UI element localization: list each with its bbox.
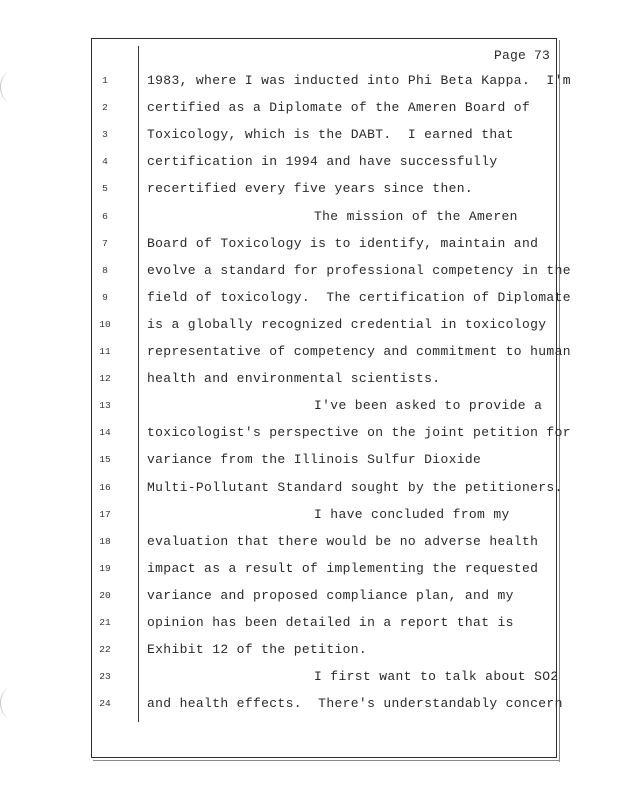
- line-number: 18: [99, 535, 111, 547]
- transcript-line: [0, 615, 618, 635]
- transcript-line: [0, 263, 618, 283]
- line-text: variance from the Illinois Sulfur Dioxide: [147, 452, 482, 468]
- line-number: 16: [99, 481, 111, 493]
- line-text: certified as a Diplomate of the Ameren Board of: [147, 100, 531, 116]
- page-number: Page 73: [494, 48, 551, 63]
- transcript-line: [0, 371, 618, 391]
- line-number: 11: [99, 346, 111, 357]
- transcript-line: [0, 588, 618, 608]
- line-text: Multi-Pollutant Standard sought by the petitioners.: [147, 479, 563, 495]
- line-text: Toxicology, which is the DABT. I earned that: [147, 127, 514, 143]
- line-text: toxicologist's perspective on the joint petition for: [147, 425, 571, 441]
- line-text: health and environmental scientists.: [147, 371, 441, 387]
- transcript-line: [0, 236, 618, 256]
- transcript-line: [0, 398, 618, 418]
- line-number: 21: [99, 617, 111, 628]
- line-number: 12: [99, 373, 111, 385]
- line-number: 23: [99, 671, 111, 683]
- line-number: 5: [102, 183, 108, 195]
- line-text: is a globally recognized credential in toxicology: [147, 316, 547, 332]
- line-number: 13: [99, 400, 111, 412]
- transcript-line: [0, 561, 618, 581]
- line-text: representative of competency and commitment to human: [147, 344, 571, 359]
- line-number: 1: [102, 75, 108, 86]
- line-number: 3: [102, 129, 108, 141]
- line-text: recertified every five years since then.: [147, 181, 474, 197]
- line-text: field of toxicology. The certification of Diplomate: [147, 289, 571, 305]
- transcript-line: [0, 127, 618, 147]
- transcript-line: [0, 181, 618, 201]
- line-text: 1983, where I was inducted into Phi Beta Kappa. I'm: [147, 73, 571, 88]
- line-text: opinion has been detailed in a report that is: [147, 615, 514, 630]
- line-text: variance and proposed compliance plan, and my: [147, 587, 514, 603]
- line-text: evolve a standard for professional competency in the: [147, 262, 571, 278]
- transcript-line: [0, 100, 618, 120]
- line-number: 2: [102, 102, 108, 114]
- frame-edge-bottom: [93, 760, 560, 761]
- transcript-line: [0, 317, 618, 337]
- line-text: I've been asked to provide a: [314, 398, 543, 414]
- line-text: and health effects. There's understandably concern: [147, 696, 563, 712]
- line-number: 14: [99, 427, 111, 439]
- line-text: I have concluded from my: [314, 506, 510, 522]
- line-number: 19: [99, 562, 111, 574]
- line-number: 6: [102, 210, 108, 222]
- transcript-line: [0, 480, 618, 500]
- line-number: 22: [99, 644, 111, 656]
- transcript-line: [0, 534, 618, 554]
- transcript-line: [0, 73, 618, 93]
- line-number: 9: [102, 291, 108, 303]
- transcript-line: [0, 669, 618, 689]
- line-number: 8: [102, 264, 108, 276]
- line-text: The mission of the Ameren: [314, 208, 518, 224]
- transcript-line: [0, 290, 618, 310]
- line-number: 4: [102, 156, 108, 168]
- line-number: 20: [99, 589, 111, 601]
- line-text: Exhibit 12 of the petition.: [147, 642, 368, 658]
- transcript-line: [0, 642, 618, 662]
- line-number: 24: [99, 698, 111, 710]
- transcript-line: [0, 452, 618, 472]
- line-number: 10: [99, 318, 111, 330]
- transcript-line: [0, 696, 618, 716]
- transcript-line: [0, 209, 618, 229]
- line-number: 17: [99, 508, 111, 520]
- transcript-line: [0, 154, 618, 174]
- line-number: 15: [99, 454, 111, 466]
- transcript-line: [0, 507, 618, 527]
- line-text: I first want to talk about SO2: [314, 669, 559, 685]
- line-text: Board of Toxicology is to identify, maintain and: [147, 235, 539, 251]
- line-number: 7: [102, 237, 108, 249]
- line-text: impact as a result of implementing the requested: [147, 560, 539, 576]
- line-text: certification in 1994 and have successfully: [147, 154, 498, 170]
- transcript-line: [0, 425, 618, 445]
- line-text: evaluation that there would be no adverse health: [147, 533, 539, 549]
- transcript-line: [0, 344, 618, 364]
